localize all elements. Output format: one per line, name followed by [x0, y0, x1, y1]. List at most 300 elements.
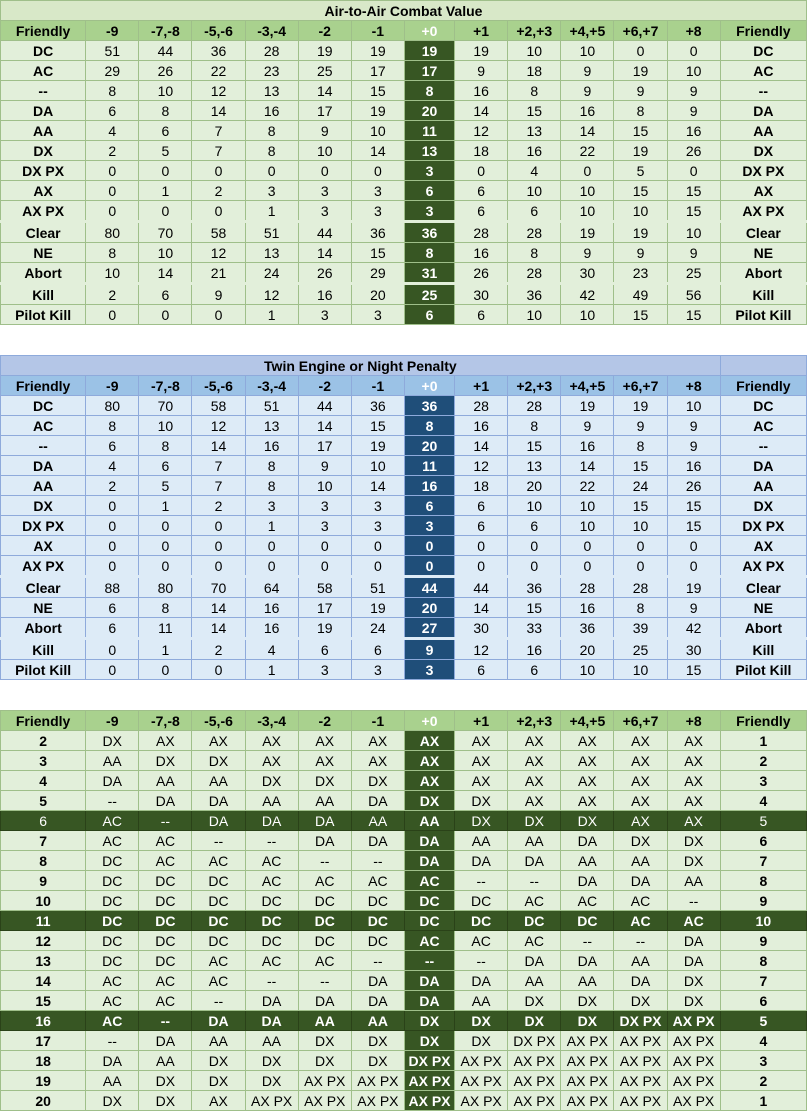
row-label: DC: [720, 41, 806, 61]
roll-label: 1: [720, 1091, 806, 1111]
row-label: DX PX: [1, 516, 86, 536]
roll-label: 2: [720, 1071, 806, 1091]
result-cell: DX: [298, 1051, 351, 1071]
roll-label: 11: [1, 911, 86, 931]
value-cell: 8: [86, 81, 139, 101]
value-cell: 10: [561, 660, 614, 680]
row-label: DX PX: [1, 161, 86, 181]
value-cell: 10: [351, 121, 404, 141]
column-header: -7,-8: [139, 376, 192, 396]
value-cell: 10: [561, 516, 614, 536]
roll-label: 7: [720, 851, 806, 871]
value-cell: 6: [508, 516, 561, 536]
value-cell: 8: [139, 101, 192, 121]
zero-column-cell: 20: [404, 436, 454, 456]
value-cell: 0: [614, 556, 667, 577]
column-header: -1: [351, 21, 404, 41]
result-cell: AA: [192, 771, 245, 791]
zero-column-cell: AA: [404, 811, 454, 831]
value-cell: 8: [86, 416, 139, 436]
value-cell: 44: [139, 41, 192, 61]
table-row: [1, 731, 807, 751]
zero-column-cell: 27: [404, 618, 454, 639]
result-cell: AX: [245, 751, 298, 771]
zero-column-cell: 25: [404, 284, 454, 305]
value-cell: 0: [139, 201, 192, 222]
table-row: [1, 181, 807, 201]
value-cell: 26: [667, 476, 720, 496]
result-cell: --: [298, 851, 351, 871]
roll-label: 7: [1, 831, 86, 851]
value-cell: 16: [455, 243, 508, 263]
table-row: [1, 811, 807, 831]
value-cell: 19: [351, 101, 404, 121]
table-row: [1, 436, 807, 456]
result-cell: DX: [561, 991, 614, 1011]
column-header: +2,+3: [508, 21, 561, 41]
value-cell: 10: [298, 476, 351, 496]
result-cell: DC: [86, 871, 139, 891]
result-cell: AX PX: [508, 1091, 561, 1111]
value-cell: 9: [667, 243, 720, 263]
row-label: --: [720, 81, 806, 101]
value-cell: 16: [561, 101, 614, 121]
table-row: [1, 1031, 807, 1051]
result-cell: DA: [298, 991, 351, 1011]
value-cell: 10: [561, 496, 614, 516]
zero-column-cell: 20: [404, 101, 454, 121]
result-cell: AC: [139, 831, 192, 851]
value-cell: 0: [86, 536, 139, 556]
value-cell: 8: [86, 243, 139, 263]
result-cell: DC: [351, 931, 404, 951]
row-label: DA: [1, 456, 86, 476]
result-cell: AC: [298, 871, 351, 891]
result-cell: DX: [139, 1071, 192, 1091]
row-label: AX PX: [1, 556, 86, 577]
table-row: [1, 871, 807, 891]
row-label: AX: [1, 536, 86, 556]
column-header: +0: [404, 21, 454, 41]
value-cell: 6: [455, 516, 508, 536]
result-cell: AX: [667, 791, 720, 811]
value-cell: 10: [614, 201, 667, 222]
result-cell: AC: [86, 971, 139, 991]
value-cell: 0: [192, 536, 245, 556]
column-header: -3,-4: [245, 21, 298, 41]
result-cell: DC: [139, 891, 192, 911]
zero-column-cell: 0: [404, 556, 454, 577]
value-cell: 21: [192, 263, 245, 284]
result-cell: DA: [192, 811, 245, 831]
value-cell: 28: [508, 222, 561, 243]
value-cell: 22: [192, 61, 245, 81]
value-cell: 14: [298, 243, 351, 263]
result-cell: DC: [298, 911, 351, 931]
result-cell: DA: [455, 971, 508, 991]
value-cell: 16: [561, 436, 614, 456]
row-label: Clear: [720, 222, 806, 243]
value-cell: 8: [139, 598, 192, 618]
result-cell: DX: [508, 1011, 561, 1031]
result-cell: DA: [667, 931, 720, 951]
result-cell: --: [614, 931, 667, 951]
value-cell: 15: [614, 305, 667, 325]
roll-label: 3: [720, 771, 806, 791]
table-row: [1, 831, 807, 851]
table-row: [1, 1071, 807, 1091]
value-cell: 51: [86, 41, 139, 61]
roll-label: 10: [720, 911, 806, 931]
result-cell: AX: [614, 771, 667, 791]
zero-column-cell: AC: [404, 931, 454, 951]
result-cell: DC: [561, 911, 614, 931]
value-cell: 0: [455, 536, 508, 556]
row-label: DC: [1, 41, 86, 61]
result-cell: DA: [508, 851, 561, 871]
value-cell: 19: [561, 222, 614, 243]
value-cell: 8: [245, 121, 298, 141]
value-cell: 10: [614, 660, 667, 680]
value-cell: 24: [614, 476, 667, 496]
value-cell: 8: [508, 416, 561, 436]
result-cell: DX: [192, 1051, 245, 1071]
value-cell: 16: [667, 456, 720, 476]
value-cell: 28: [455, 222, 508, 243]
result-cell: AA: [455, 831, 508, 851]
zero-column-cell: 6: [404, 305, 454, 325]
value-cell: 16: [508, 639, 561, 660]
value-cell: 0: [139, 161, 192, 181]
row-label: Clear: [720, 577, 806, 598]
zero-column-cell: 19: [404, 41, 454, 61]
column-header: +6,+7: [614, 711, 667, 731]
result-cell: AC: [298, 951, 351, 971]
result-cell: AC: [561, 891, 614, 911]
value-cell: 17: [298, 598, 351, 618]
row-label: Abort: [720, 263, 806, 284]
table-row: [1, 516, 807, 536]
result-cell: --: [351, 851, 404, 871]
value-cell: 80: [139, 577, 192, 598]
result-cell: AA: [298, 1011, 351, 1031]
row-label: DX: [720, 141, 806, 161]
value-cell: 9: [667, 81, 720, 101]
result-cell: AX: [298, 751, 351, 771]
value-cell: 9: [667, 436, 720, 456]
value-cell: 9: [561, 81, 614, 101]
value-cell: 12: [192, 243, 245, 263]
value-cell: 14: [192, 436, 245, 456]
zero-column-cell: 13: [404, 141, 454, 161]
value-cell: 14: [351, 141, 404, 161]
value-cell: 30: [667, 639, 720, 660]
roll-label: 9: [720, 931, 806, 951]
roll-label: 5: [720, 811, 806, 831]
result-cell: DC: [192, 931, 245, 951]
value-cell: 9: [614, 81, 667, 101]
value-cell: 0: [192, 201, 245, 222]
result-cell: DX: [667, 991, 720, 1011]
result-cell: AX: [192, 1091, 245, 1111]
value-cell: 19: [614, 61, 667, 81]
value-cell: 19: [455, 41, 508, 61]
value-cell: 51: [245, 222, 298, 243]
value-cell: 8: [245, 141, 298, 161]
row-label: AC: [720, 61, 806, 81]
result-cell: AX: [508, 791, 561, 811]
row-label: AX: [720, 181, 806, 201]
table-row: [1, 1051, 807, 1071]
result-cell: DA: [192, 791, 245, 811]
result-cell: DC: [245, 891, 298, 911]
column-header: Friendly: [720, 21, 806, 41]
result-cell: DX: [139, 1091, 192, 1111]
roll-label: 13: [1, 951, 86, 971]
zero-column-cell: AX: [404, 751, 454, 771]
zero-column-cell: 31: [404, 263, 454, 284]
result-cell: AX: [561, 771, 614, 791]
value-cell: 2: [86, 476, 139, 496]
value-cell: 0: [667, 556, 720, 577]
result-cell: DX: [139, 751, 192, 771]
value-cell: 19: [614, 222, 667, 243]
table-row: [1, 911, 807, 931]
value-cell: 0: [139, 305, 192, 325]
value-cell: 3: [351, 516, 404, 536]
value-cell: 2: [192, 181, 245, 201]
value-cell: 3: [351, 305, 404, 325]
result-cell: DA: [351, 831, 404, 851]
value-cell: 13: [245, 243, 298, 263]
value-cell: 23: [245, 61, 298, 81]
value-cell: 0: [508, 556, 561, 577]
value-cell: 3: [298, 496, 351, 516]
result-cell: DC: [86, 851, 139, 871]
result-cell: AX PX: [667, 1011, 720, 1031]
result-cell: AC: [667, 911, 720, 931]
value-cell: 16: [508, 141, 561, 161]
row-label: Kill: [720, 639, 806, 660]
value-cell: 0: [192, 660, 245, 680]
table-title: Twin Engine or Night Penalty: [1, 356, 721, 376]
zero-column-cell: 3: [404, 516, 454, 536]
result-cell: DA: [614, 871, 667, 891]
result-cell: DC: [508, 911, 561, 931]
column-header: -3,-4: [245, 376, 298, 396]
column-header: +1: [455, 21, 508, 41]
result-cell: --: [192, 831, 245, 851]
value-cell: 6: [508, 201, 561, 222]
zero-column-cell: 3: [404, 660, 454, 680]
value-cell: 19: [614, 396, 667, 416]
row-label: Clear: [1, 577, 86, 598]
value-cell: 0: [139, 516, 192, 536]
value-cell: 0: [86, 639, 139, 660]
result-cell: DA: [561, 831, 614, 851]
value-cell: 19: [351, 436, 404, 456]
table-row: [1, 618, 807, 639]
result-cell: AX: [455, 771, 508, 791]
value-cell: 15: [508, 598, 561, 618]
result-cell: AX: [614, 731, 667, 751]
value-cell: 6: [455, 305, 508, 325]
value-cell: 0: [86, 181, 139, 201]
zero-column-cell: 0: [404, 536, 454, 556]
twin-engine-night-penalty-table: [0, 355, 807, 680]
row-label: DX: [1, 496, 86, 516]
result-cell: AX PX: [667, 1091, 720, 1111]
result-cell: DC: [86, 911, 139, 931]
row-label: Pilot Kill: [720, 305, 806, 325]
result-cell: --: [192, 991, 245, 1011]
column-header: +2,+3: [508, 376, 561, 396]
value-cell: 4: [86, 121, 139, 141]
result-cell: AA: [139, 1051, 192, 1071]
zero-column-cell: DX PX: [404, 1051, 454, 1071]
result-cell: DA: [139, 791, 192, 811]
zero-column-cell: DX: [404, 1031, 454, 1051]
value-cell: 6: [139, 121, 192, 141]
row-label: AC: [720, 416, 806, 436]
result-cell: DX: [245, 1051, 298, 1071]
result-cell: --: [667, 891, 720, 911]
result-cell: DC: [245, 911, 298, 931]
table-title: Air-to-Air Combat Value: [1, 1, 807, 21]
result-cell: AA: [192, 1031, 245, 1051]
column-header: Friendly: [720, 376, 806, 396]
value-cell: 6: [351, 639, 404, 660]
roll-label: 2: [1, 731, 86, 751]
roll-label: 14: [1, 971, 86, 991]
value-cell: 3: [298, 201, 351, 222]
zero-column-cell: 9: [404, 639, 454, 660]
result-cell: AX PX: [298, 1071, 351, 1091]
result-cell: AA: [351, 1011, 404, 1031]
value-cell: 58: [192, 396, 245, 416]
value-cell: 10: [139, 243, 192, 263]
row-label: AX: [1, 181, 86, 201]
result-cell: AA: [245, 791, 298, 811]
value-cell: 10: [561, 305, 614, 325]
row-label: DC: [720, 396, 806, 416]
result-cell: AX PX: [561, 1091, 614, 1111]
row-label: Pilot Kill: [1, 305, 86, 325]
value-cell: 56: [667, 284, 720, 305]
value-cell: 6: [298, 639, 351, 660]
value-cell: 6: [508, 660, 561, 680]
value-cell: 2: [192, 639, 245, 660]
result-cell: AX: [508, 731, 561, 751]
value-cell: 80: [86, 222, 139, 243]
row-label: Kill: [720, 284, 806, 305]
value-cell: 12: [455, 456, 508, 476]
value-cell: 14: [298, 81, 351, 101]
result-cell: AX: [298, 731, 351, 751]
value-cell: 8: [508, 243, 561, 263]
value-cell: 17: [298, 436, 351, 456]
value-cell: 19: [298, 41, 351, 61]
result-cell: DX: [192, 1071, 245, 1091]
result-cell: DX: [561, 1011, 614, 1031]
value-cell: 19: [614, 141, 667, 161]
roll-label: 9: [1, 871, 86, 891]
value-cell: 0: [86, 660, 139, 680]
value-cell: 3: [298, 305, 351, 325]
result-cell: AX: [139, 731, 192, 751]
table-row: [1, 161, 807, 181]
table-row: [1, 305, 807, 325]
result-cell: DX: [561, 811, 614, 831]
value-cell: 49: [614, 284, 667, 305]
zero-column-cell: 44: [404, 577, 454, 598]
roll-label: 8: [720, 871, 806, 891]
column-header: +8: [667, 376, 720, 396]
result-cell: AX: [561, 751, 614, 771]
result-cell: AC: [351, 871, 404, 891]
result-cell: AX PX: [614, 1071, 667, 1091]
row-label: Kill: [1, 284, 86, 305]
value-cell: 30: [561, 263, 614, 284]
value-cell: 29: [351, 263, 404, 284]
column-header: -7,-8: [139, 711, 192, 731]
result-cell: AA: [508, 971, 561, 991]
row-label: AX PX: [720, 201, 806, 222]
result-cell: DX: [455, 1031, 508, 1051]
table-row: [1, 536, 807, 556]
column-header: +4,+5: [561, 376, 614, 396]
table-row: [1, 991, 807, 1011]
value-cell: 33: [508, 618, 561, 639]
result-cell: AC: [614, 891, 667, 911]
value-cell: 5: [139, 141, 192, 161]
value-cell: 12: [455, 121, 508, 141]
value-cell: 13: [245, 81, 298, 101]
roll-label: 8: [1, 851, 86, 871]
column-header: Friendly: [1, 711, 86, 731]
roll-label: 17: [1, 1031, 86, 1051]
value-cell: 9: [298, 456, 351, 476]
value-cell: 26: [298, 263, 351, 284]
value-cell: 28: [455, 396, 508, 416]
value-cell: 5: [614, 161, 667, 181]
roll-label: 5: [1, 791, 86, 811]
zero-column-cell: AX: [404, 731, 454, 751]
table-row: [1, 396, 807, 416]
value-cell: 4: [245, 639, 298, 660]
value-cell: 0: [351, 556, 404, 577]
row-label: NE: [720, 243, 806, 263]
result-cell: --: [298, 971, 351, 991]
value-cell: 22: [561, 141, 614, 161]
result-cell: --: [86, 791, 139, 811]
result-cell: DC: [455, 891, 508, 911]
result-cell: AX PX: [614, 1031, 667, 1051]
value-cell: 70: [192, 577, 245, 598]
result-cell: DC: [298, 931, 351, 951]
value-cell: 36: [508, 284, 561, 305]
value-cell: 3: [351, 201, 404, 222]
row-label: NE: [720, 598, 806, 618]
table-row: [1, 639, 807, 660]
value-cell: 0: [667, 41, 720, 61]
value-cell: 8: [508, 81, 561, 101]
result-cell: AA: [245, 1031, 298, 1051]
result-cell: AC: [86, 991, 139, 1011]
value-cell: 3: [298, 516, 351, 536]
zero-column-cell: AX PX: [404, 1091, 454, 1111]
row-label: AX PX: [720, 556, 806, 577]
